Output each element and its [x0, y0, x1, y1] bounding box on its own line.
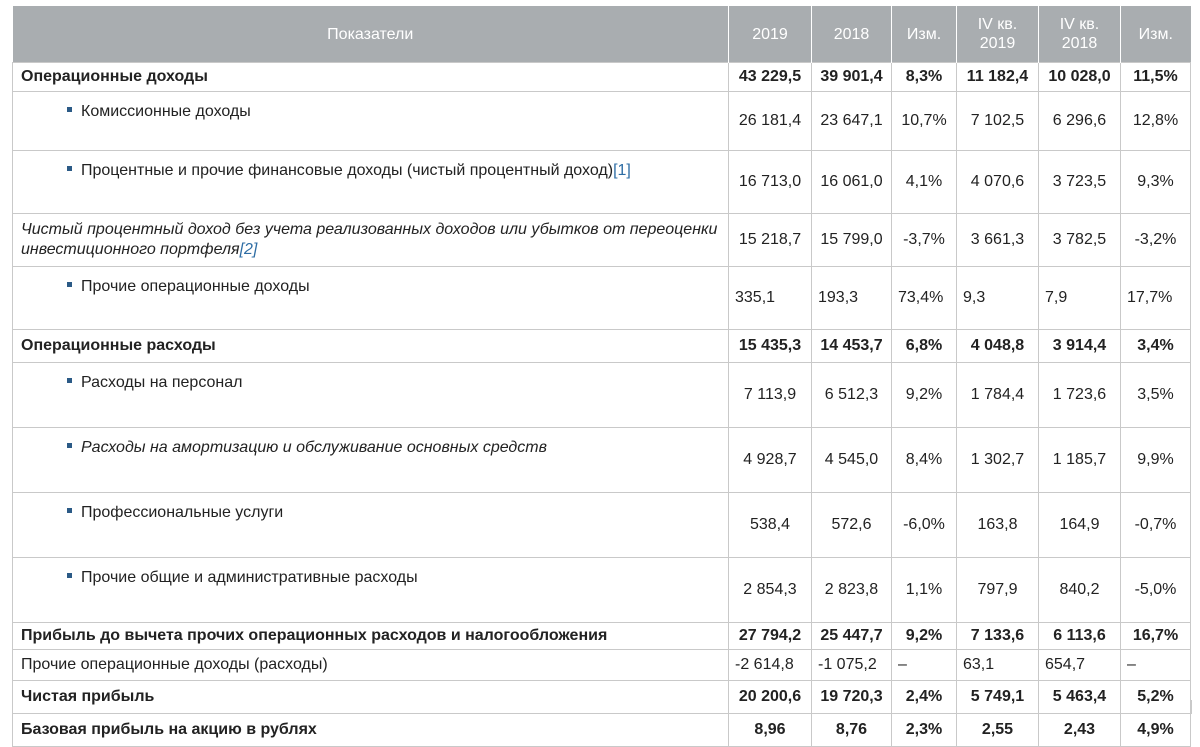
- cell-q4-2019: 1 784,4: [957, 363, 1039, 428]
- row-label: [13, 267, 729, 330]
- cell-2018: 572,6: [812, 493, 892, 558]
- cell-2018: 2 823,8: [812, 558, 892, 623]
- cell-q4-2019: 2,55: [957, 714, 1039, 747]
- cell-q4-2019: 63,1: [957, 650, 1039, 681]
- cell-2019: 43 229,5: [729, 63, 812, 92]
- cell-q-change: 16,7%: [1121, 623, 1191, 650]
- cell-q4-2019: 4 070,6: [957, 151, 1039, 214]
- bullet-icon: [67, 107, 72, 112]
- bullet-icon: [67, 508, 72, 513]
- cell-2018: 8,76: [812, 714, 892, 747]
- cell-2018: 23 647,1: [812, 92, 892, 151]
- cell-change: 10,7%: [892, 92, 957, 151]
- table-bottom-edge: [12, 700, 1192, 714]
- cell-change: 9,2%: [892, 623, 957, 650]
- cell-2019: 2 854,3: [729, 558, 812, 623]
- table-row: [13, 558, 1191, 623]
- cell-2018: 39 901,4: [812, 63, 892, 92]
- bullet-icon: [67, 166, 72, 171]
- row-label: [13, 493, 729, 558]
- cell-2019: 20 200,6: [729, 681, 812, 714]
- cell-q4-2019: 3 661,3: [957, 214, 1039, 267]
- cell-q4-2018: 840,2: [1039, 558, 1121, 623]
- row-label-text: Прочие операционные доходы: [81, 278, 310, 295]
- cell-q4-2018: 6 296,6: [1039, 92, 1121, 151]
- bullet-icon: [67, 282, 72, 287]
- cell-q4-2018: 3 782,5: [1039, 214, 1121, 267]
- cell-q4-2019: 797,9: [957, 558, 1039, 623]
- cell-q4-2019: 7 102,5: [957, 92, 1039, 151]
- header-q4-2018-line2: 2018: [1061, 35, 1098, 52]
- row-label: Операционные расходы: [13, 330, 729, 363]
- header-q4-2018: [1039, 6, 1121, 63]
- cell-q-change: 4,9%: [1121, 714, 1191, 747]
- cell-2018: 15 799,0: [812, 214, 892, 267]
- header-indicator: Показатели: [13, 6, 729, 63]
- cell-2019: 15 435,3: [729, 330, 812, 363]
- bullet-icon: [67, 378, 72, 383]
- row-label: [13, 214, 729, 267]
- cell-2019: -2 614,8: [729, 650, 812, 681]
- row-label-text: Профессиональные услуги: [81, 504, 284, 521]
- cell-2019: 27 794,2: [729, 623, 812, 650]
- cell-2019: 26 181,4: [729, 92, 812, 151]
- row-label: [13, 151, 729, 214]
- footnote-link-1[interactable]: [1]: [613, 162, 631, 179]
- cell-change: -6,0%: [892, 493, 957, 558]
- cell-q4-2018: 164,9: [1039, 493, 1121, 558]
- header-q-change: Изм.: [1121, 6, 1191, 63]
- cell-change: -3,7%: [892, 214, 957, 267]
- header-change: Изм.: [892, 6, 957, 63]
- cell-2018: 19 720,3: [812, 681, 892, 714]
- row-label: Операционные доходы: [13, 63, 729, 92]
- cell-q4-2018: 10 028,0: [1039, 63, 1121, 92]
- cell-q4-2018: 6 113,6: [1039, 623, 1121, 650]
- row-label-text: Комиссионные доходы: [81, 103, 251, 120]
- row-label: Прочие операционные доходы (расходы): [13, 650, 729, 681]
- row-label-text: Расходы на персонал: [81, 374, 243, 391]
- table-row: [13, 650, 1191, 681]
- cell-q-change: 5,2%: [1121, 681, 1191, 714]
- table-row: [13, 330, 1191, 363]
- cell-2018: 6 512,3: [812, 363, 892, 428]
- cell-q4-2018: 3 723,5: [1039, 151, 1121, 214]
- table-row: [13, 428, 1191, 493]
- cell-change: 9,2%: [892, 363, 957, 428]
- row-label: [13, 363, 729, 428]
- bullet-icon: [67, 443, 72, 448]
- cell-2018: 25 447,7: [812, 623, 892, 650]
- cell-2019: 8,96: [729, 714, 812, 747]
- cell-q4-2018: 3 914,4: [1039, 330, 1121, 363]
- cell-q-change: 3,4%: [1121, 330, 1191, 363]
- table-row: [13, 714, 1191, 747]
- cell-q-change: 12,8%: [1121, 92, 1191, 151]
- cell-q-change: 9,9%: [1121, 428, 1191, 493]
- table-row: [13, 493, 1191, 558]
- cell-2018: 4 545,0: [812, 428, 892, 493]
- cell-2018: 193,3: [812, 267, 892, 330]
- row-label: Прибыль до вычета прочих операционных расходов и налогообложения: [13, 623, 729, 650]
- table-row: [13, 92, 1191, 151]
- row-label: [13, 428, 729, 493]
- cell-q-change: -3,2%: [1121, 214, 1191, 267]
- cell-q4-2019: 7 133,6: [957, 623, 1039, 650]
- cell-change: –: [892, 650, 957, 681]
- cell-q4-2018: 654,7: [1039, 650, 1121, 681]
- table-row: [13, 363, 1191, 428]
- cell-q-change: 11,5%: [1121, 63, 1191, 92]
- cell-q-change: –: [1121, 650, 1191, 681]
- header-q4-2018-line1: IV кв.: [1059, 16, 1100, 33]
- cell-2019: 335,1: [729, 267, 812, 330]
- cell-change: 73,4%: [892, 267, 957, 330]
- cell-q4-2018: 7,9: [1039, 267, 1121, 330]
- cell-change: 6,8%: [892, 330, 957, 363]
- cell-2018: 14 453,7: [812, 330, 892, 363]
- cell-q-change: 17,7%: [1121, 267, 1191, 330]
- cell-change: 8,3%: [892, 63, 957, 92]
- cell-q4-2019: 1 302,7: [957, 428, 1039, 493]
- table-row: [13, 267, 1191, 330]
- row-label: Чистая прибыль: [13, 681, 729, 714]
- cell-q4-2018: 1 723,6: [1039, 363, 1121, 428]
- table-row: [13, 63, 1191, 92]
- row-label-text: Процентные и прочие финансовые доходы (чистый процентный доход): [81, 162, 614, 179]
- row-label: [13, 558, 729, 623]
- footnote-link-2[interactable]: [2]: [239, 241, 258, 258]
- header-q4-2019-line2: 2019: [979, 35, 1016, 52]
- cell-q-change: 3,5%: [1121, 363, 1191, 428]
- cell-2019: 538,4: [729, 493, 812, 558]
- cell-q-change: -0,7%: [1121, 493, 1191, 558]
- cell-2019: 4 928,7: [729, 428, 812, 493]
- cell-2018: -1 075,2: [812, 650, 892, 681]
- cell-q4-2019: 5 749,1: [957, 681, 1039, 714]
- cell-change: 8,4%: [892, 428, 957, 493]
- row-label-text: Расходы на амортизацию и обслуживание основных средств: [81, 439, 547, 456]
- cell-2019: 7 113,9: [729, 363, 812, 428]
- bullet-icon: [67, 573, 72, 578]
- cell-change: 2,4%: [892, 681, 957, 714]
- financial-results-table: [12, 6, 1191, 747]
- row-label: Базовая прибыль на акцию в рублях: [13, 714, 729, 747]
- header-year-2018: 2018: [812, 6, 892, 63]
- cell-q4-2019: 163,8: [957, 493, 1039, 558]
- cell-change: 2,3%: [892, 714, 957, 747]
- cell-change: 1,1%: [892, 558, 957, 623]
- cell-2018: 16 061,0: [812, 151, 892, 214]
- table-header-row: [13, 6, 1191, 63]
- cell-q-change: -5,0%: [1121, 558, 1191, 623]
- table-row: [13, 623, 1191, 650]
- header-q4-2019-line1: IV кв.: [977, 16, 1018, 33]
- table-row: [13, 214, 1191, 267]
- cell-q4-2018: 2,43: [1039, 714, 1121, 747]
- header-year-2019: 2019: [729, 6, 812, 63]
- cell-change: 4,1%: [892, 151, 957, 214]
- cell-q-change: 9,3%: [1121, 151, 1191, 214]
- cell-2019: 15 218,7: [729, 214, 812, 267]
- cell-q4-2019: 9,3: [957, 267, 1039, 330]
- cell-q4-2019: 4 048,8: [957, 330, 1039, 363]
- cell-q4-2018: 1 185,7: [1039, 428, 1121, 493]
- row-label: [13, 92, 729, 151]
- cell-2019: 16 713,0: [729, 151, 812, 214]
- row-label-text: Чистый процентный доход без учета реализованных доходов или убытков от переоценки инвестиционного портфеля: [21, 221, 718, 258]
- cell-q4-2019: 11 182,4: [957, 63, 1039, 92]
- cell-q4-2018: 5 463,4: [1039, 681, 1121, 714]
- table-row: [13, 151, 1191, 214]
- header-q4-2019: [957, 6, 1039, 63]
- row-label-text: Прочие общие и административные расходы: [81, 569, 418, 586]
